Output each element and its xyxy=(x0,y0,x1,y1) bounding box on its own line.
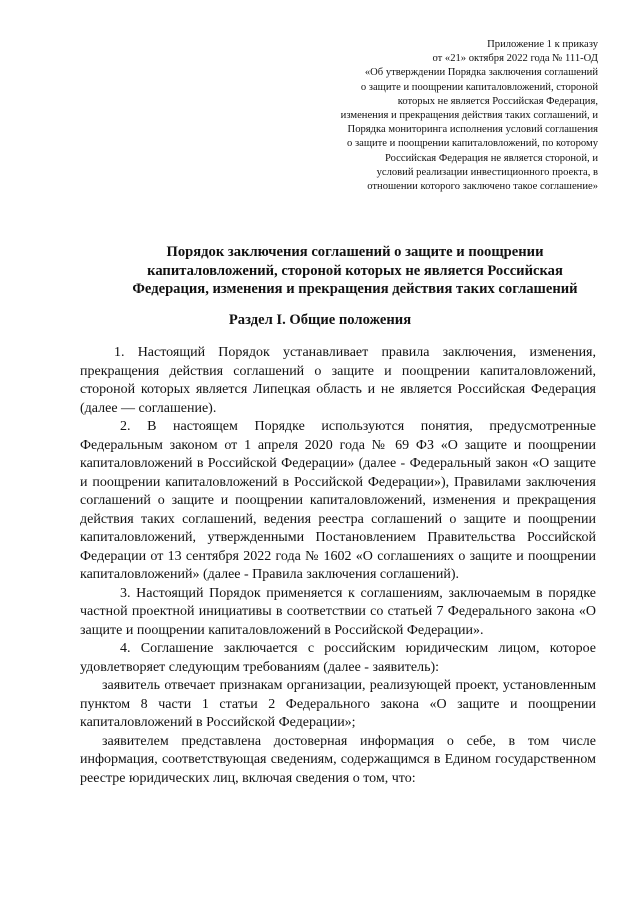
appendix-line: «Об утверждении Порядка заключения соглашений xyxy=(364,67,598,79)
paragraph-6: заявителем представлена достоверная информация о себе, в том числе информация, соответствующая сведениям, содержащимся в Едином государственном реестре юридических лиц, включая сведения о том, что: xyxy=(80,733,596,786)
appendix-line: Приложение 1 к приказу xyxy=(487,39,598,50)
appendix-line: изменения и прекращения действия таких соглашений, и xyxy=(340,110,598,122)
document-title xyxy=(110,243,600,299)
section-title: Раздел I. Общие положения xyxy=(228,312,412,328)
paragraph-3: 3. Настоящий Порядок применяется к соглашениям, заключаемым в порядке частной проектной инициативы в соответствии со статьей 7 Федерального закона «О защите и поощрении капиталовложений в Российской Федерации». xyxy=(80,585,596,638)
paragraph-4: 4. Соглашение заключается с российским юридическим лицом, которое удовлетворяет следующим требованиям (далее - заявитель): xyxy=(80,641,596,675)
appendix-line: условий реализации инвестиционного проекта, в xyxy=(376,166,598,178)
paragraph-1: 1. Настоящий Порядок устанавливает правила заключения, изменения, прекращения действия соглашений о защите и поощрении капиталовложений, стороной которых является Липецкая область и не является Российская Федерация (далее — соглашение). xyxy=(80,345,596,416)
appendix-line: отношении которого заключено такое соглашение» xyxy=(367,181,598,193)
title-line: Федерация, изменения и прекращения действия таких соглашений xyxy=(132,281,578,297)
appendix-line: о защите и поощрении капиталовложений, по которому xyxy=(347,138,598,150)
appendix-header xyxy=(278,38,598,194)
appendix-line: Российская Федерация не является стороной, и xyxy=(384,152,598,164)
paragraph-2: 2. В настоящем Порядке используются понятия, предусмотренные Федеральным законом от 1 апреля 2020 года № 69 ФЗ «О защите и поощрении капиталовложений в Российской Федерации» (далее - Федеральный закон «О защите и поощрении капиталовложений в Российской Федерации»), Правилами заключения соглашений о защите и поощрении капиталовложений, изменения и прекращения действия таких соглашений, ведения реестра соглашений о защите и поощрении капиталовложений, утвержденными Постановлением Правительства Российской Федерации от 13 сентября 2022 года № 1602 «О соглашениях о защите и поощрении капиталовложений» (далее - Правила заключения соглашений). xyxy=(80,419,596,582)
document-body xyxy=(80,344,596,788)
appendix-line: Порядка мониторинга исполнения условий соглашения xyxy=(347,124,598,136)
title-line: капиталовложений, стороной которых не является Российская xyxy=(147,262,563,279)
appendix-line: которых не является Российская Федерация, xyxy=(397,95,598,107)
appendix-line: от «21» октября 2022 года № 111-ОД xyxy=(432,53,598,65)
paragraph-5: заявитель отвечает признакам организации, реализующей проект, установленным пунктом 8 части 1 статьи 2 Федерального закона «О защите и поощрении капиталовложений в Российской Федерации»; xyxy=(80,678,596,730)
title-line: Порядок заключения соглашений о защите и поощрении xyxy=(166,244,544,260)
appendix-line: о защите и поощрении капиталовложений, стороной xyxy=(360,81,598,93)
